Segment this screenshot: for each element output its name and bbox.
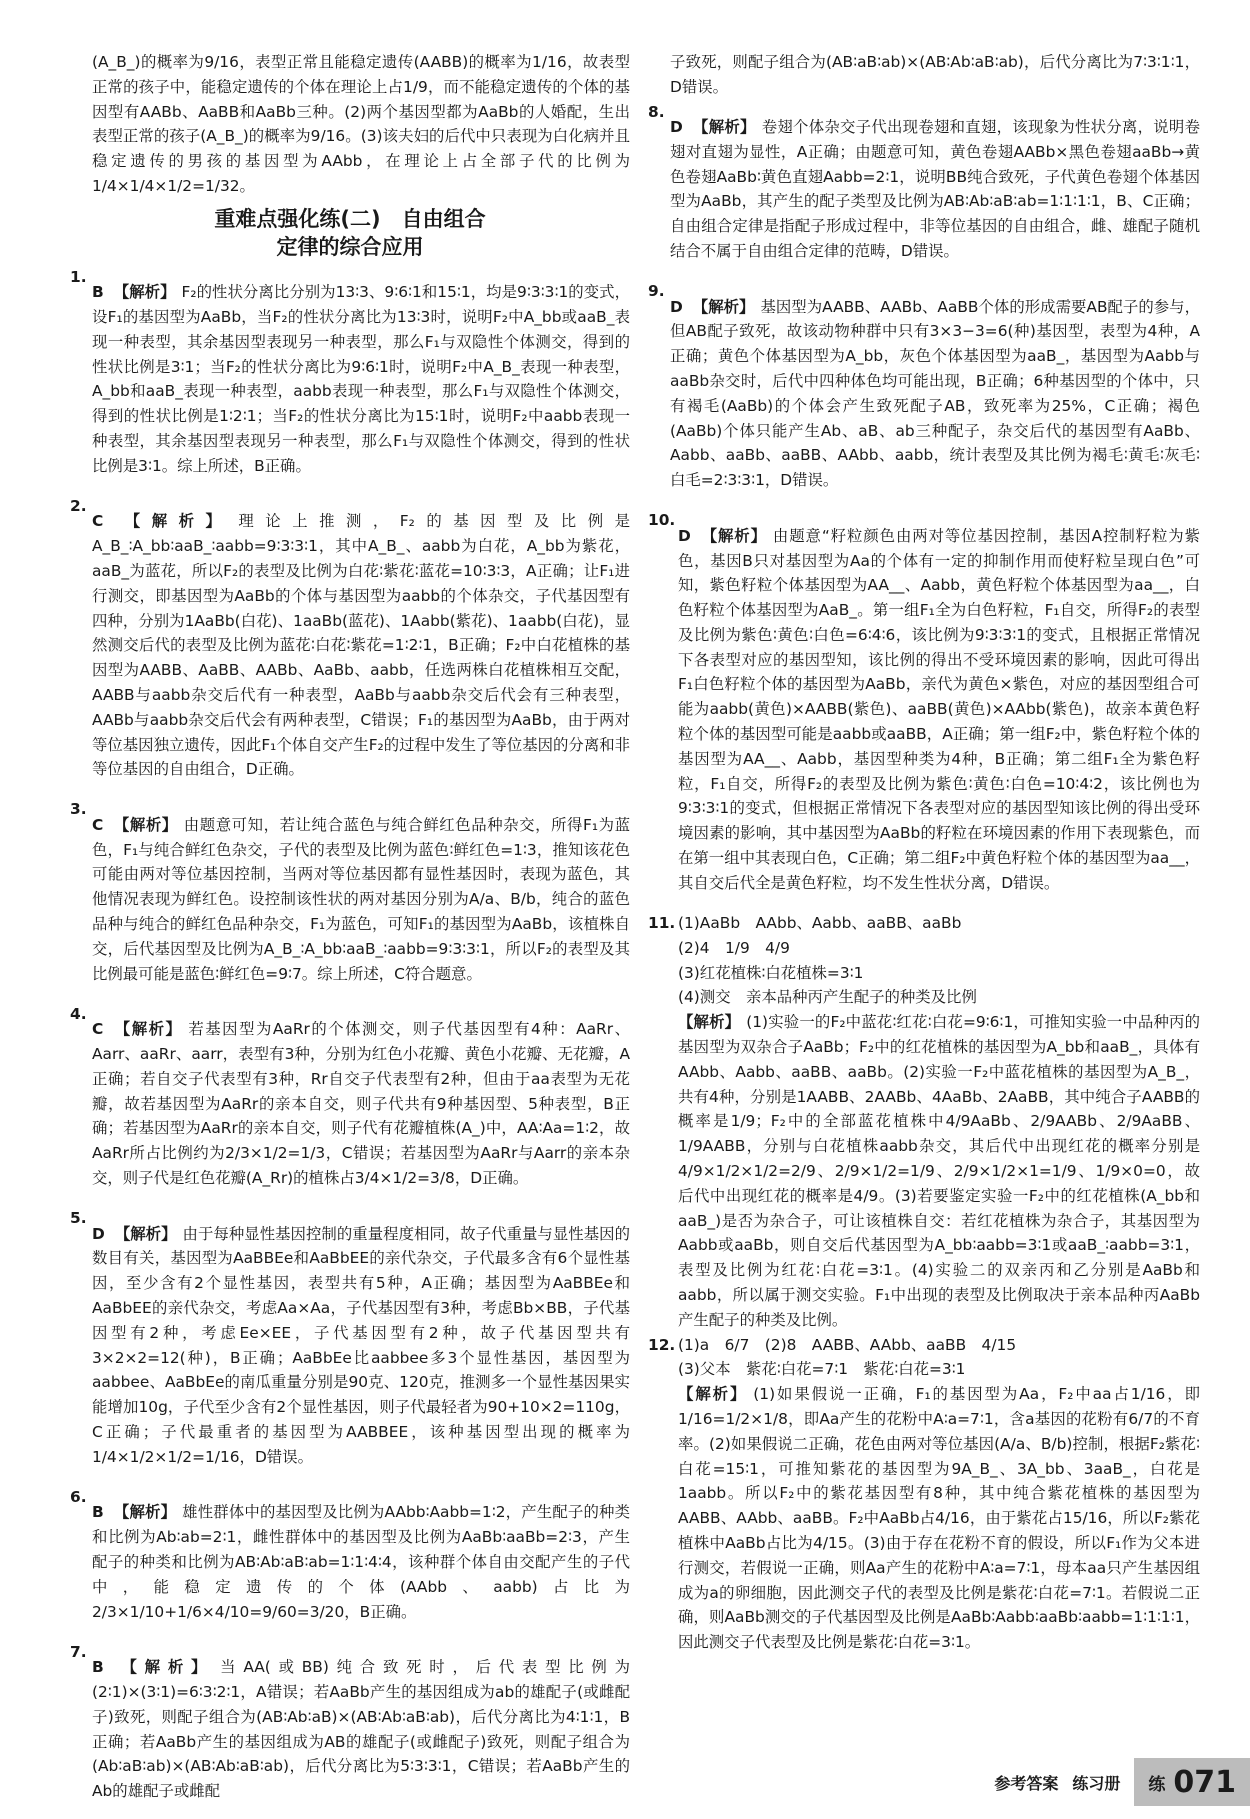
continued-explanation: (A_B_)的概率为9/16，表型正常且能稳定遗传(AABB)的概率为1/16，故表型正常的孩子中，能稳定遗传的个体在理论上占1/9，而不能稳定遗传的个体的基因型有AABb、AaBB和AaBb三种。(2)两个基因型都为AaBb的人婚配，生出表型正常的孩子(A_B_)的概率为9/16。(3)该夫妇的后代中只表现为白化病并且稳定遗传的男孩的基因型为AAbb，在理论上占全部子代的比例为1/4×1/4×1/2=1/32。 [92,53,630,195]
item-explanation: F₂的性状分离比分别为13∶3、9∶6∶1和15∶1，均是9∶3∶3∶1的变式，设F₁的基因型为AaBb，当F₂的性状分离比为13∶3时，说明F₂中A_bb或aaB_表现一种表型，其余基因型表现另一种表型，那么F₁与双隐性个体测交，得到的性状比例是3∶1；当F₂的性状分离比为9∶6∶1时，说明F₂中A_B_表现一种表型，A_bb和aaB_表现一种表型，aabb表现一种表型，那么F₁与双隐性个体测交，得到的性状比例是1∶2∶1；当F₂的性状分离比为15∶1时，说明F₂中aabb表现一种表型，其余基因型表现另一种表型，那么F₁与双隐性个体测交，得到的性状比例是3∶1。综上所述，B正确。 [92,283,630,475]
item-explanation: 雄性群体中的基因型及比例为AAbb∶Aabb=1∶2，产生配子的种类和比例为Ab∶ab=2∶1，雌性群体中的基因型及比例为AaBb∶aaBb=2∶3，产生配子的种类和比例为AB∶Ab∶aB∶ab=1∶1∶4∶4，该种群个体自由交配产生的子代中，能稳定遗传的个体(AAbb、aabb)占比为2/3×1/10+1/6×4/10=9/60=3/20，B正确。 [92,1503,630,1621]
analysis-tag: 【解析】 [113,283,176,302]
page-footer [994,1753,1250,1811]
analysis-tag: 【解析】 [678,1385,748,1404]
item-explanation: 由于每种显性基因控制的重量程度相同，故子代重量与显性基因的数目有关，基因型为AaBBEe和AaBbEE的亲代杂交，子代最多含有6个显性基因，至少含有2个显性基因，表型共有5种，A正确；基因型为AaBBEe和AaBbEE的亲代杂交，考虑Aa×Aa，子代基因型有3种，考虑Bb×BB，子代基因型有2种，考虑Ee×EE，子代基因型有2种，故子代基因型共有3×2×2=12(种)，B正确；AaBbEe比aabbee多3个显性基因，基因型为aabbee、AaBbEe的南瓜重量分别是90克、120克，推测多一个显性基因果实能增加10g，子代至少含有2个显性基因，则子代最轻者为90+10×2=110g，C正确；子代最重者的基因型为AABBEE，该种基因型出现的概率为1/4×1/2×1/2=1/16，D错误。 [92,1224,630,1466]
item-number: 5. [70,1209,87,1228]
item-explanation: 卷翅个体杂交子代出现卷翅和直翅，该现象为性状分离，说明卷翅对直翅为显性，A正确；由题意可知，黄色卷翅AABb×黑色卷翅aaBb→黄色卷翅AaBb∶黄色直翅Aabb=2∶1，说明BB纯合致死，子代黄色卷翅个体基因型为AaBb，其产生的配子类型及比例为AB∶Ab∶aB∶ab=1∶1∶1∶1，B、C正确；自由组合定律是指配子形成过程中，非等位基因的自由组合，雌、雄配子随机结合不属于自由组合定律的范畴，D错误。 [670,117,1200,260]
footer-answers-label: 参考答案 [994,1773,1059,1793]
section-heading [70,205,630,261]
item-number: 10. [648,511,676,530]
answer-item-9 [648,279,1200,508]
item-explanation: 当AA(或BB)纯合致死时，后代表型比例为(2∶1)×(3∶1)=6∶3∶2∶1，A错误；若AaBb产生的基因组成为ab的雄配子(或雌配子)致死，则配子组合为(AB∶Ab∶aB)×(AB∶Ab∶aB∶ab)，后代分离比为4∶1∶1，B正确；若AaBb产生的基因组成为AB的雄配子(或雌配子)致死，则配子组合为(Ab∶aB∶ab)×(AB∶Ab∶aB∶ab)，后代分离比为5∶3∶3∶1，C错误；若AaBb产生的Ab的雄配子或雌配 [92,1658,630,1801]
item-answer: C [92,1020,104,1039]
section-heading-line2: 定律的综合应用 [276,234,424,259]
analysis-tag: 【解析】 [692,117,756,136]
answer-item-1 [70,265,630,494]
footer-book-label: 练习册 [1072,1773,1121,1793]
item-answer: C [92,512,104,531]
analysis-tag: 【解析】 [114,1224,177,1243]
analysis-tag: 【解析】 [113,512,233,531]
analysis-tag: 【解析】 [692,297,755,316]
item-explanation: (1)如果假说一正确，F₁的基因型为Aa，F₂中aa占1/16，即1/16=1/2×1/8，即Aa产生的花粉中A∶a=7∶1，含a基因的花粉有6/7的不育率。(2)如果假说二正确，花色由两对等位基因(A/a、B/b)控制，根据F₂紫花∶白花=15∶1，可推知紫花的基因型为9A_B_、3A_bb、3aaB_，白花是1aabb。所以F₂中的紫花基因型有8种，其中纯合紫花植株的基因型为AABB、AAbb、aaBB。F₂中AaBb占4/16，由于紫花占15/16，所以F₂紫花植株中AaBb占比为4/15。(3)由于存在花粉不育的假设，所以F₁作为父本进行测交，若假说一正确，则Aa产生的花粉中A∶a=7∶1，母本aa只产生基因组成为a的卵细胞，因此测交子代的表型及比例是紫花∶白花=7∶1。若假说二正确，则AaBb测交的子代基因型及比例是AaBb∶Aabb∶aaBb∶aabb=1∶1∶1∶1，因此测交子代表型及比例是紫花∶白花=3∶1。 [678,1385,1200,1652]
item-number: 2. [70,496,87,515]
item-explanation: 理论上推测，F₂的基因型及比例是A_B_∶A_bb∶aaB_∶aabb=9∶3∶3∶1，其中A_B_、aabb为白花，A_bb为紫花，aaB_为蓝花，所以F₂的表型及比例为白花∶紫花∶蓝花=10∶3∶3，A正确；让F₁进行测交，即基因型为AaBb的个体与基因型为aabb的个体杂交，子代基因型有四种，分别为1AaBb(白花)、1aaBb(蓝花)、1Aabb(紫花)、1aabb(白花)，显然测交后代的表型及比例为蓝花∶白花∶紫花=1∶2∶1，B正确；F₂中白花植株的基因型为AABB、AaBB、AABb、AaBb、aabb，任选两株白花植株相互交配，AABB与aabb杂交后代有一种表型，AaBb与aabb杂交后代会有三种表型，AABb与aabb杂交后代会有两种表型，C错误；F₁的基因型为AaBb，由于两对等位基因独立遗传，因此F₁个体自交产生F₂的过程中发生了等位基因的分离和非等位基因的自由组合，D正确。 [92,512,630,779]
item-explanation: 若基因型为AaRr的个体测交，则子代基因型有4种：AaRr、Aarr、aaRr、aarr，表型有3种，分别为红色小花瓣、黄色小花瓣、无花瓣，A正确；若自交子代表型有3种，Rr自交子代表型有2种，但由于aa表型为无花瓣，故若基因型为AaRr的亲本自交，则子代共有9种基因型、5种表型，B正确；若基因型为AaRr的亲本自交，则子代有花瓣植株(A_)中，AA∶Aa=1∶2，故AaRr所占比例约为2/3×1/2=1/3，C错误；若基因型为AaRr与Aarr的亲本杂交，则子代是红色花瓣(A_Rr)的植株占3/4×1/2=3/8，D正确。 [92,1020,630,1188]
page-number-box [1134,1758,1250,1806]
answer-item-8 [648,100,1200,280]
item-number: 1. [70,267,87,286]
item-explanation: 由题意“籽粒颜色由两对等位基因控制，基因A控制籽粒为紫色，基因B只对基因型为Aa的个体有一定的抑制作用而使籽粒呈现白色”可知，紫色籽粒个体基因型为AA__、Aabb，黄色籽粒个体基因型为aa__，白色籽粒个体基因型为AaB_。第一组F₁全为白色籽粒，F₁自交，所得F₂的表型及比例为紫色∶黄色∶白色=6∶4∶6，该比例为9∶3∶3∶1的变式，且根据正常情况下各表型对应的基因型知，该比例的得出不受环境因素的影响，因此可得出F₁白色籽粒个体的基因型为AaBb，亲代为黄色×紫色，对应的基因型组合可能为aabb(黄色)×AABB(紫色)、aaBB(黄色)×AAbb(紫色)，故亲本黄色籽粒个体的基因型可能是aabb或aaBB，A正确；第一组F₂中，紫色籽粒个体的基因型为AA__、Aabb，基因型种类为4种，B正确；第二组F₁全为紫色籽粒，F₁自交，所得F₂的表型及比例为紫色∶黄色∶白色=10∶4∶2，该比例也为9∶3∶3∶1的变式，但根据正常情况下各表型对应的基因型知该比例的得出受环境因素的影响，其中基因型为AaBb的籽粒在环境因素的作用下表现紫色，而在第一组中其表现白色，C正确；第二组F₂中黄色籽粒个体的基因型为aa__，其自交后代全是黄色籽粒，均不发生性状分离，D错误。 [678,526,1200,892]
item-answer: B [92,1658,104,1677]
item-answer: C [92,815,104,834]
answer-item-12 [648,1333,1200,1655]
page-number: 071 [1173,1764,1236,1800]
answer-line: (2)4 1/9 4/9 [678,938,790,957]
item-answer: D [92,1224,105,1243]
answer-item-5 [70,1206,630,1485]
item-number: 11. [648,914,676,933]
answer-item-6 [70,1485,630,1640]
analysis-tag: 【解析】 [113,1658,215,1677]
answer-item-11 [648,911,1200,1333]
analysis-tag: 【解析】 [113,1503,177,1522]
item-answer: B [92,283,104,302]
answer-item-7 [70,1640,630,1819]
item-number: 12. [648,1335,676,1354]
item-number: 9. [648,282,665,301]
item-explanation: 由题意可知，若让纯合蓝色与纯合鲜红色品种杂交，所得F₁为蓝色，F₁与纯合鲜红色杂交，子代的表型及比例为蓝色∶鲜红色=1∶3，推知该花色可能由两对等位基因控制，当两对等位基因都有显性基因时，表现为蓝色，其他情况表现为鲜红色。设控制该性状的两对基因分别为A/a、B/b，纯合的蓝色品种与纯合的鲜红色品种杂交，F₁为蓝色，可知F₁的基因型为AaBb，该植株自交，后代基因型及比例为A_B_∶A_bb∶aaB_∶aabb=9∶3∶3∶1，所以F₂的表型及其比例最可能是蓝色∶鲜红色=9∶7。综上所述，C符合题意。 [92,815,630,983]
section-mark: 练 [1148,1774,1166,1795]
item-answer: D [670,117,683,136]
item-number: 8. [648,102,665,121]
item-number: 3. [70,800,87,819]
answer-line: (1)AaBb AAbb、Aabb、aaBB、aaBb [678,914,962,933]
answer-item-3 [70,797,630,1001]
answer-item-4 [70,1002,630,1206]
item-explanation: (1)实验一的F₂中蓝花∶红花∶白花=9∶6∶1，可推知实验一中品种丙的基因型为双杂合子AaBb；F₂中的红花植株的基因型为A_bb和aaB_，具体有AAbb、Aabb、aaBB、aaBb。(2)实验一F₂中蓝花植株的基因型为A_B_，共有4种，分别是1AABB、2AABb、4AaBb、2AaBB，其中纯合子AABB的概率是1/9；F₂中的全部蓝花植株中4/9AaBb、2/9AABb、2/9AaBB、1/9AABB，分别与白花植株aabb杂交，其后代中出现红花的概率分别是4/9×1/2×1/2=2/9、2/9×1/2=1/9、2/9×1/2×1=1/9、1/9×0=0，故后代中出现红花的概率是4/9。(3)若要鉴定实验一F₂中的红花植株(A_bb和aaB_)是否为杂合子，可让该植株自交：若红花植株为杂合子，其基因型为Aabb或aaBb，则自交后代基因型为A_bb∶aabb=3∶1或aaB_∶aabb=3∶1，表型及比例为红花∶白花=3∶1。(4)实验二的双亲丙和乙分别是AaBb和aabb，所以属于测交实验。F₁中出现的表型及比例取决于亲本品种丙AaBb产生配子的种类及比例。 [678,1013,1200,1329]
item-answer: D [670,297,683,316]
analysis-tag: 【解析】 [113,1020,183,1039]
item-number: 7. [70,1642,87,1661]
analysis-tag: 【解析】 [678,1013,741,1032]
answer-line: (4)测交 亲本品种丙产生配子的种类及比例 [678,988,977,1007]
answer-line: (3)父本 紫花∶白花=7∶1 紫花∶白花=3∶1 [678,1360,966,1379]
item-explanation: 基因型为AABB、AABb、AaBB个体的形成需要AB配子的参与，但AB配子致死，故该动物种群中只有3×3−3=6(种)基因型，表型为4种，A正确；黄色个体基因型为A_bb，灰色个体基因型为aaB_，基因型为Aabb与aaBb杂交时，后代中四种体色均可能出现，B正确；6种基因型的个体中，只有褐毛(AaBb)的个体会产生致死配子AB，致死率为25%，C正确；褐色(AaBb)个体只能产生Ab、aB、ab三种配子，杂交后代的基因型有AaBb、Aabb、aaBb、aaBB、AAbb、aabb，统计表型及其比例为褐毛∶黄毛∶灰毛∶白毛=2∶3∶3∶1，D错误。 [670,297,1200,490]
item-number: 6. [70,1487,87,1506]
right-column [648,50,1200,1655]
item-answer: D [678,526,691,545]
item-answer: B [92,1503,104,1522]
left-column [70,50,630,1819]
item-number: 4. [70,1004,87,1023]
answer-item-2 [70,494,630,798]
answer-line: (3)红花植株∶白花植株=3∶1 [678,963,864,982]
answer-line: (1)a 6/7 (2)8 AABB、AAbb、aaBB 4/15 [678,1335,1017,1354]
answer-item-10 [648,508,1200,911]
section-heading-line1: 重难点强化练(二) 自由组合 [214,206,486,231]
analysis-tag: 【解析】 [700,526,767,545]
continued-explanation: 子致死，则配子组合为(AB∶aB∶ab)×(AB∶Ab∶aB∶ab)，后代分离比为7∶3∶1∶1，D错误。 [670,53,1200,96]
analysis-tag: 【解析】 [113,815,178,834]
